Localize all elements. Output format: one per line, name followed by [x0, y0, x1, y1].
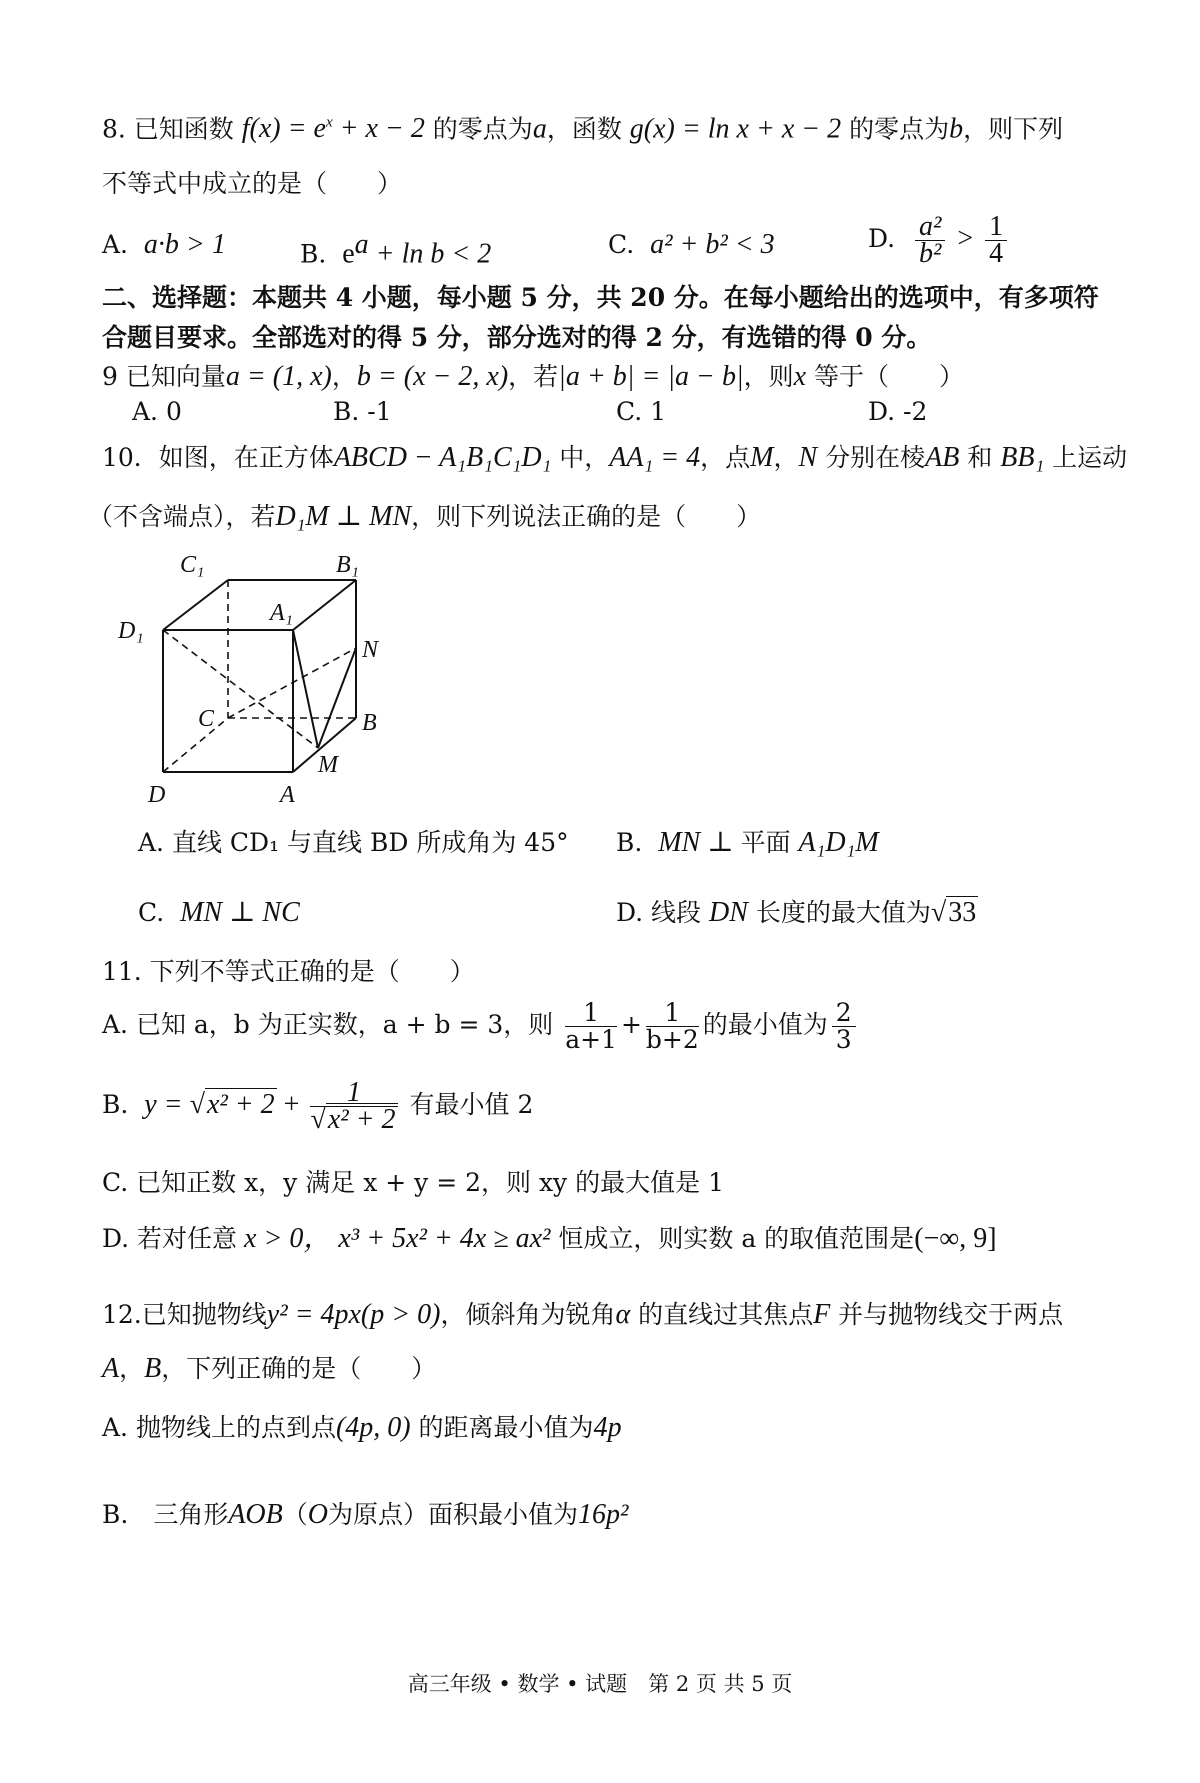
edge-d-c-hidden	[163, 718, 228, 772]
label-b1: B₁	[336, 552, 360, 578]
q11-stem: 11. 下列不等式正确的是（ ）	[102, 957, 475, 986]
cube-figure	[118, 540, 438, 830]
label-n: N	[362, 637, 379, 663]
q11-option-d: D. 若对任意 x > 0， x³ + 5x² + 4x ≥ ax² 恒成立，则实数 a 的取值范围是(−∞, 9]	[102, 1223, 997, 1254]
q9-option-b: B. -1	[333, 397, 392, 426]
q8-line1: 8. 已知函数 $f(x) = e^x + x - 2$ 的零点为a，函数 g(x) = ln x + x − 2 的零点为b，则下列	[102, 113, 1064, 145]
segment-d1-m-hidden	[163, 630, 318, 748]
q8-d-fraction-quarter: $\frac{1}{4}$	[985, 214, 1007, 267]
q8-d-fraction-ab: $\frac{\text{a²}}{\text{b²}}$	[915, 214, 945, 267]
label-d: D	[148, 782, 166, 808]
label-b: B	[362, 710, 377, 736]
q9-option-c: C. 1	[616, 397, 667, 426]
section2-line1: 二、选择题：本题共 4 小题，每小题 5 分，共 20 分。在每小题给出的选项中，有多项符	[102, 283, 1099, 312]
q9-option-d: D. -2	[868, 397, 928, 426]
section2-line2: 合题目要求。全部选对的得 5 分，部分选对的得 2 分，有选错的得 0 分。	[102, 323, 932, 352]
q10-option-d: D. 线段 DN 长度的最大值为√33	[616, 897, 977, 928]
q8-option-c: C. a² + b² < 3	[608, 229, 775, 260]
q8-fx: $f(x) = e^x + x - 2$	[241, 113, 425, 145]
q10-stem-line2: （不含端点），若D₁M ⊥ MN，则下列说法正确的是（ ）	[88, 501, 762, 532]
q10-option-b: B. MN ⊥ 平面 A₁D₁M	[616, 827, 879, 858]
q8-line2: 不等式中成立的是（ ）	[102, 169, 403, 198]
q10-option-a: A. 直线 CD₁ 与直线 BD 所成角为 45°	[138, 828, 569, 857]
q8-option-b: B. $e^a + \ln b < 2$	[300, 229, 492, 270]
edge-d1-c1	[163, 580, 228, 630]
q8-option-d: D. $\frac{\text{a²}}{\text{b²}}$ > $\frac{1}{4}$	[868, 214, 1011, 267]
label-d1: D₁	[118, 618, 144, 644]
q12-stem-line1: 12.已知抛物线y² = 4px(p > 0)，倾斜角为锐角α 的直线过其焦点F 并与抛物线交于两点	[102, 1299, 1064, 1330]
q11-option-a: A. 已知 a，b 为正实数，a + b = 3，则 $\frac{1}{a+1}$ + $\frac{1}{b+2}$ 的最小值为 $\frac{2}{3}$	[102, 1000, 860, 1053]
label-c1: C₁	[180, 552, 205, 578]
page-footer: 高三年级 • 数学 • 试题 第 2 页 共 5 页	[407, 1672, 793, 1696]
label-m: M	[318, 752, 338, 778]
q12-option-b: B. 三角形AOB（O为原点）面积最小值为16p²	[102, 1499, 629, 1530]
q9-stem: 9 已知向量a = (1, x)，b = (x − 2, x)，若|a + b| = |a − b|，则x 等于（ ）	[102, 361, 965, 392]
q9-option-a: A. 0	[132, 397, 182, 426]
q11-a-fraction-1: $\frac{1}{a+1}$	[565, 998, 617, 1054]
q11-a-fraction-2: $\frac{1}{b+2}$	[645, 998, 699, 1054]
q11-option-c: C. 已知正数 x，y 满足 x + y = 2，则 xy 的最大值是 1	[102, 1168, 724, 1197]
q11-option-b: B. y = √x² + 2 + $\frac{1}{\text{√x² + 2}}$ 有最小值 2	[102, 1077, 534, 1135]
label-c: C	[198, 706, 215, 732]
label-a1: A₁	[270, 600, 294, 626]
edge-a1-b1	[293, 580, 356, 630]
q8-intro: 8. 已知函数	[102, 114, 234, 144]
segment-a1-m	[293, 630, 318, 748]
q10-option-c: C. MN ⊥ NC	[138, 897, 300, 928]
q11-a-fraction-3: $\frac{2}{3}$	[832, 1000, 856, 1053]
label-a: A	[280, 782, 295, 808]
q8-gx: g(x) = ln x + x − 2	[629, 113, 842, 145]
q11-b-fraction: $\frac{1}{\text{√x² + 2}}$	[310, 1077, 396, 1135]
q10-stem-line1: 10．如图，在正方体ABCD − A₁B₁C₁D₁ 中，AA₁ = 4，点M，N 分别在棱AB 和 BB₁ 上运动	[102, 442, 1128, 473]
q8-option-a: A. a·b > 1	[102, 229, 226, 260]
q12-option-a: A. 抛物线上的点到点(4p, 0) 的距离最小值为4p	[102, 1412, 622, 1443]
q12-stem-line2: A，B，下列正确的是（ ）	[102, 1353, 437, 1384]
